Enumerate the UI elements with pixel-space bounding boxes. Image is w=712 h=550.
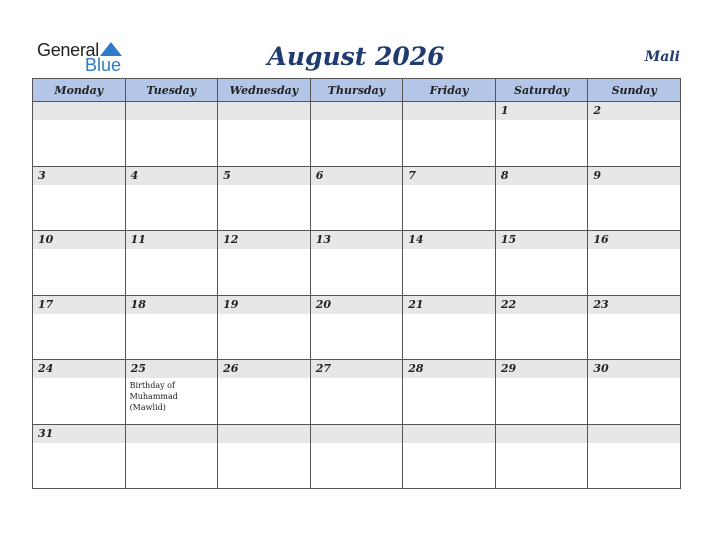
day-cell [588,295,681,360]
weekday-header: Wednesday [218,79,311,102]
day-number: 30 [588,360,680,378]
day-cell [33,102,126,167]
day-cell [33,424,126,489]
day-number: 15 [496,231,588,249]
day-cell [310,424,403,489]
day-cell [310,166,403,231]
day-number [311,102,403,120]
logo-word-blue: Blue [85,55,122,75]
week-row [33,166,681,231]
day-cell [218,166,311,231]
day-number: 4 [126,167,218,185]
day-cell [218,295,311,360]
day-cell [403,295,496,360]
day-number: 14 [403,231,495,249]
day-cell [403,360,496,425]
day-cell [588,231,681,296]
day-cell [218,102,311,167]
week-row [33,360,681,425]
day-number [496,425,588,443]
day-number [403,425,495,443]
day-number: 21 [403,296,495,314]
weekday-header: Saturday [495,79,588,102]
day-number: 26 [218,360,310,378]
day-number [126,425,218,443]
day-number: 9 [588,167,680,185]
day-number: 24 [33,360,125,378]
day-cell [310,360,403,425]
day-number: 23 [588,296,680,314]
day-number: 1 [496,102,588,120]
week-row [33,231,681,296]
holiday-event: Birthday of Muhammad (Mawlid) [129,381,178,412]
day-cell [33,360,126,425]
day-number: 8 [496,167,588,185]
day-number: 10 [33,231,125,249]
day-cell [125,295,218,360]
weekday-header: Thursday [310,79,403,102]
day-cell [33,295,126,360]
day-number: 6 [311,167,403,185]
day-number: 16 [588,231,680,249]
calendar-grid [32,78,681,489]
day-cell [310,102,403,167]
weekday-header: Monday [33,79,126,102]
day-number: 2 [588,102,680,120]
day-cell [125,360,218,425]
day-cell [33,166,126,231]
day-cell [33,231,126,296]
day-cell [588,166,681,231]
day-number: 20 [311,296,403,314]
day-cell [403,166,496,231]
weekday-header: Friday [403,79,496,102]
day-cell [218,424,311,489]
weekday-header: Sunday [588,79,681,102]
day-number: 25 [126,360,218,378]
day-cell [125,102,218,167]
day-number: 29 [496,360,588,378]
day-number [218,425,310,443]
day-number: 11 [126,231,218,249]
day-number: 22 [496,296,588,314]
weekday-header: Tuesday [125,79,218,102]
day-cell [495,166,588,231]
day-cell [125,424,218,489]
day-cell [403,102,496,167]
day-number: 18 [126,296,218,314]
logo-word-general: General [37,40,99,60]
country-label: Mali [644,49,680,65]
day-cell [310,295,403,360]
day-number: 5 [218,167,310,185]
day-number: 28 [403,360,495,378]
day-cell [495,231,588,296]
day-number [218,102,310,120]
week-row [33,295,681,360]
day-cell [495,360,588,425]
day-cell [588,360,681,425]
day-number [311,425,403,443]
weekday-header-row [33,79,681,102]
day-number: 17 [33,296,125,314]
day-cell [125,166,218,231]
day-cell [218,360,311,425]
day-cell [588,102,681,167]
day-number [588,425,680,443]
day-number [126,102,218,120]
day-cell [218,231,311,296]
day-number: 13 [311,231,403,249]
week-row [33,424,681,489]
day-cell [125,231,218,296]
day-number: 3 [33,167,125,185]
day-cell [403,231,496,296]
day-number: 31 [33,425,125,443]
day-cell [403,424,496,489]
day-cell [588,424,681,489]
day-cell [495,424,588,489]
day-number: 19 [218,296,310,314]
day-cell [310,231,403,296]
day-number [403,102,495,120]
day-cell [495,295,588,360]
day-number [33,102,125,120]
page-title: August 2026 [267,42,445,71]
day-number: 12 [218,231,310,249]
day-cell [495,102,588,167]
week-row [33,102,681,167]
day-number: 27 [311,360,403,378]
day-number: 7 [403,167,495,185]
